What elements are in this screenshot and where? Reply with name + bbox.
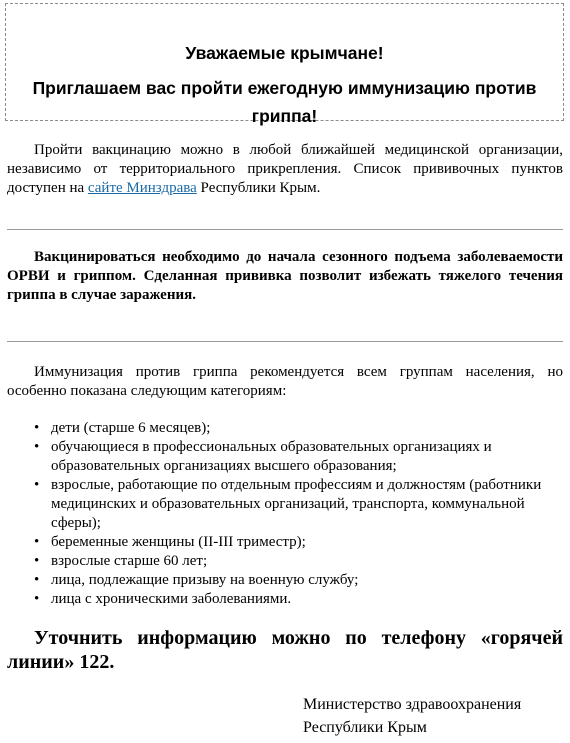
list-item: • дети (старше 6 месяцев);	[34, 419, 554, 438]
risk-groups-list	[34, 419, 554, 609]
list-item: • взрослые, работающие по отдельным профессиям и должностям (работники медицинских и образовательных организаций, транспорта, коммунальной сферы);	[34, 476, 554, 533]
signature-block	[303, 693, 567, 739]
list-item: • беременные женщины (II-III триместр);	[34, 533, 554, 552]
recommendation-paragraph: Иммунизация против гриппа рекомендуется всем группам населения, но особенно показана следующим категориям:	[7, 364, 563, 399]
list-item: • лица с хроническими заболеваниями.	[34, 590, 554, 609]
intro-paragraph	[7, 141, 563, 198]
intro-text-end: Республики Крым.	[196, 180, 321, 196]
hotline-notice: Уточнить информацию можно по телефону «горячей линии» 122.	[7, 627, 563, 673]
intro-text-start: Пройти вакцинацию можно в любой ближайшей медицинской организации, независимо от территориального прикрепления. Список прививочных пунктов доступен на	[7, 142, 563, 196]
list-item: • обучающиеся в профессиональных образовательных организациях и образовательных организациях высшего образования;	[34, 438, 554, 476]
warning-paragraph: Вакцинироваться необходимо до начала сезонного подъема заболеваемости ОРВИ и гриппом. Сделанная прививка позволит избежать тяжелого течения гриппа в случае заражения.	[7, 249, 563, 303]
list-item: • взрослые старше 60 лет;	[34, 552, 554, 571]
divider-line	[7, 229, 563, 230]
header-box	[5, 3, 564, 126]
divider-line	[7, 341, 563, 342]
invitation-heading: Приглашаем вас пройти ежегодную иммунизацию против гриппа!	[32, 78, 537, 126]
greeting-heading: Уважаемые крымчане!	[185, 43, 384, 63]
ministry-site-link[interactable]: сайте Минздрава	[87, 180, 197, 196]
list-item: • лица, подлежащие призыву на военную службу;	[34, 571, 554, 590]
signature-line: Республики Крым	[303, 719, 427, 736]
signature-line: Министерство здравоохранения	[303, 696, 522, 713]
